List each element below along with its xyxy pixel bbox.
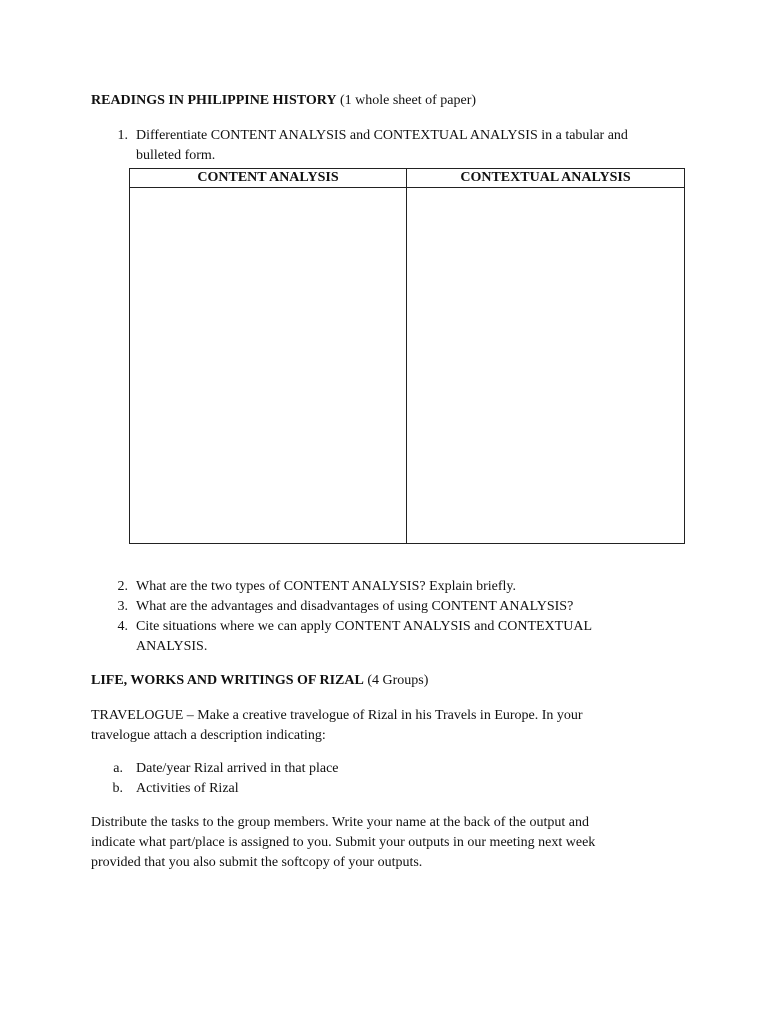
list-item-text: Date/year Rizal arrived in that place (136, 761, 339, 776)
section-title: LIFE, WORKS AND WRITINGS OF RIZAL (91, 673, 364, 688)
paragraph-line: Distribute the tasks to the group members. Write your name at the back of the output and (91, 815, 589, 830)
list-marker: a. (113, 761, 123, 776)
list-marker: b. (112, 781, 123, 796)
question-text-line: bulleted form. (136, 148, 216, 163)
paragraph-line: indicate what part/place is assigned to you. Submit your outputs in our meeting next week (91, 835, 596, 850)
question-text-line: ANALYSIS. (136, 639, 208, 654)
section-heading-readings (91, 91, 476, 111)
section-heading-rizal (91, 671, 428, 691)
content-analysis-answer-cell[interactable] (130, 188, 407, 544)
contextual-analysis-answer-cell[interactable] (407, 188, 685, 544)
question-number: 1. (117, 128, 128, 143)
question-number: 2. (117, 579, 128, 594)
paragraph-line: provided that you also submit the softcopy of your outputs. (91, 855, 423, 870)
paragraph-line: travelogue attach a description indicating: (91, 728, 326, 743)
section-note: (4 Groups) (367, 673, 429, 688)
question-number: 3. (117, 599, 128, 614)
question-text-line: What are the two types of CONTENT ANALYSIS? Explain briefly. (136, 579, 517, 594)
header-content-analysis: CONTENT ANALYSIS (130, 169, 407, 188)
list-item-text: Activities of Rizal (136, 781, 239, 796)
question-text-line: Cite situations where we can apply CONTENT ANALYSIS and CONTEXTUAL (136, 619, 592, 634)
table-answer-row (130, 188, 685, 544)
table-header-row (130, 169, 685, 188)
question-text-line: Differentiate CONTENT ANALYSIS and CONTEXTUAL ANALYSIS in a tabular and (136, 128, 628, 143)
question-number: 4. (117, 619, 128, 634)
question-text-line: What are the advantages and disadvantages of using CONTENT ANALYSIS? (136, 599, 574, 614)
section-note: (1 whole sheet of paper) (339, 93, 477, 108)
section-title: READINGS IN PHILIPPINE HISTORY (91, 93, 337, 108)
header-contextual-analysis: CONTEXTUAL ANALYSIS (407, 169, 685, 188)
analysis-table (129, 168, 685, 544)
paragraph-line: TRAVELOGUE – Make a creative travelogue of Rizal in his Travels in Europe. In your (91, 708, 583, 723)
